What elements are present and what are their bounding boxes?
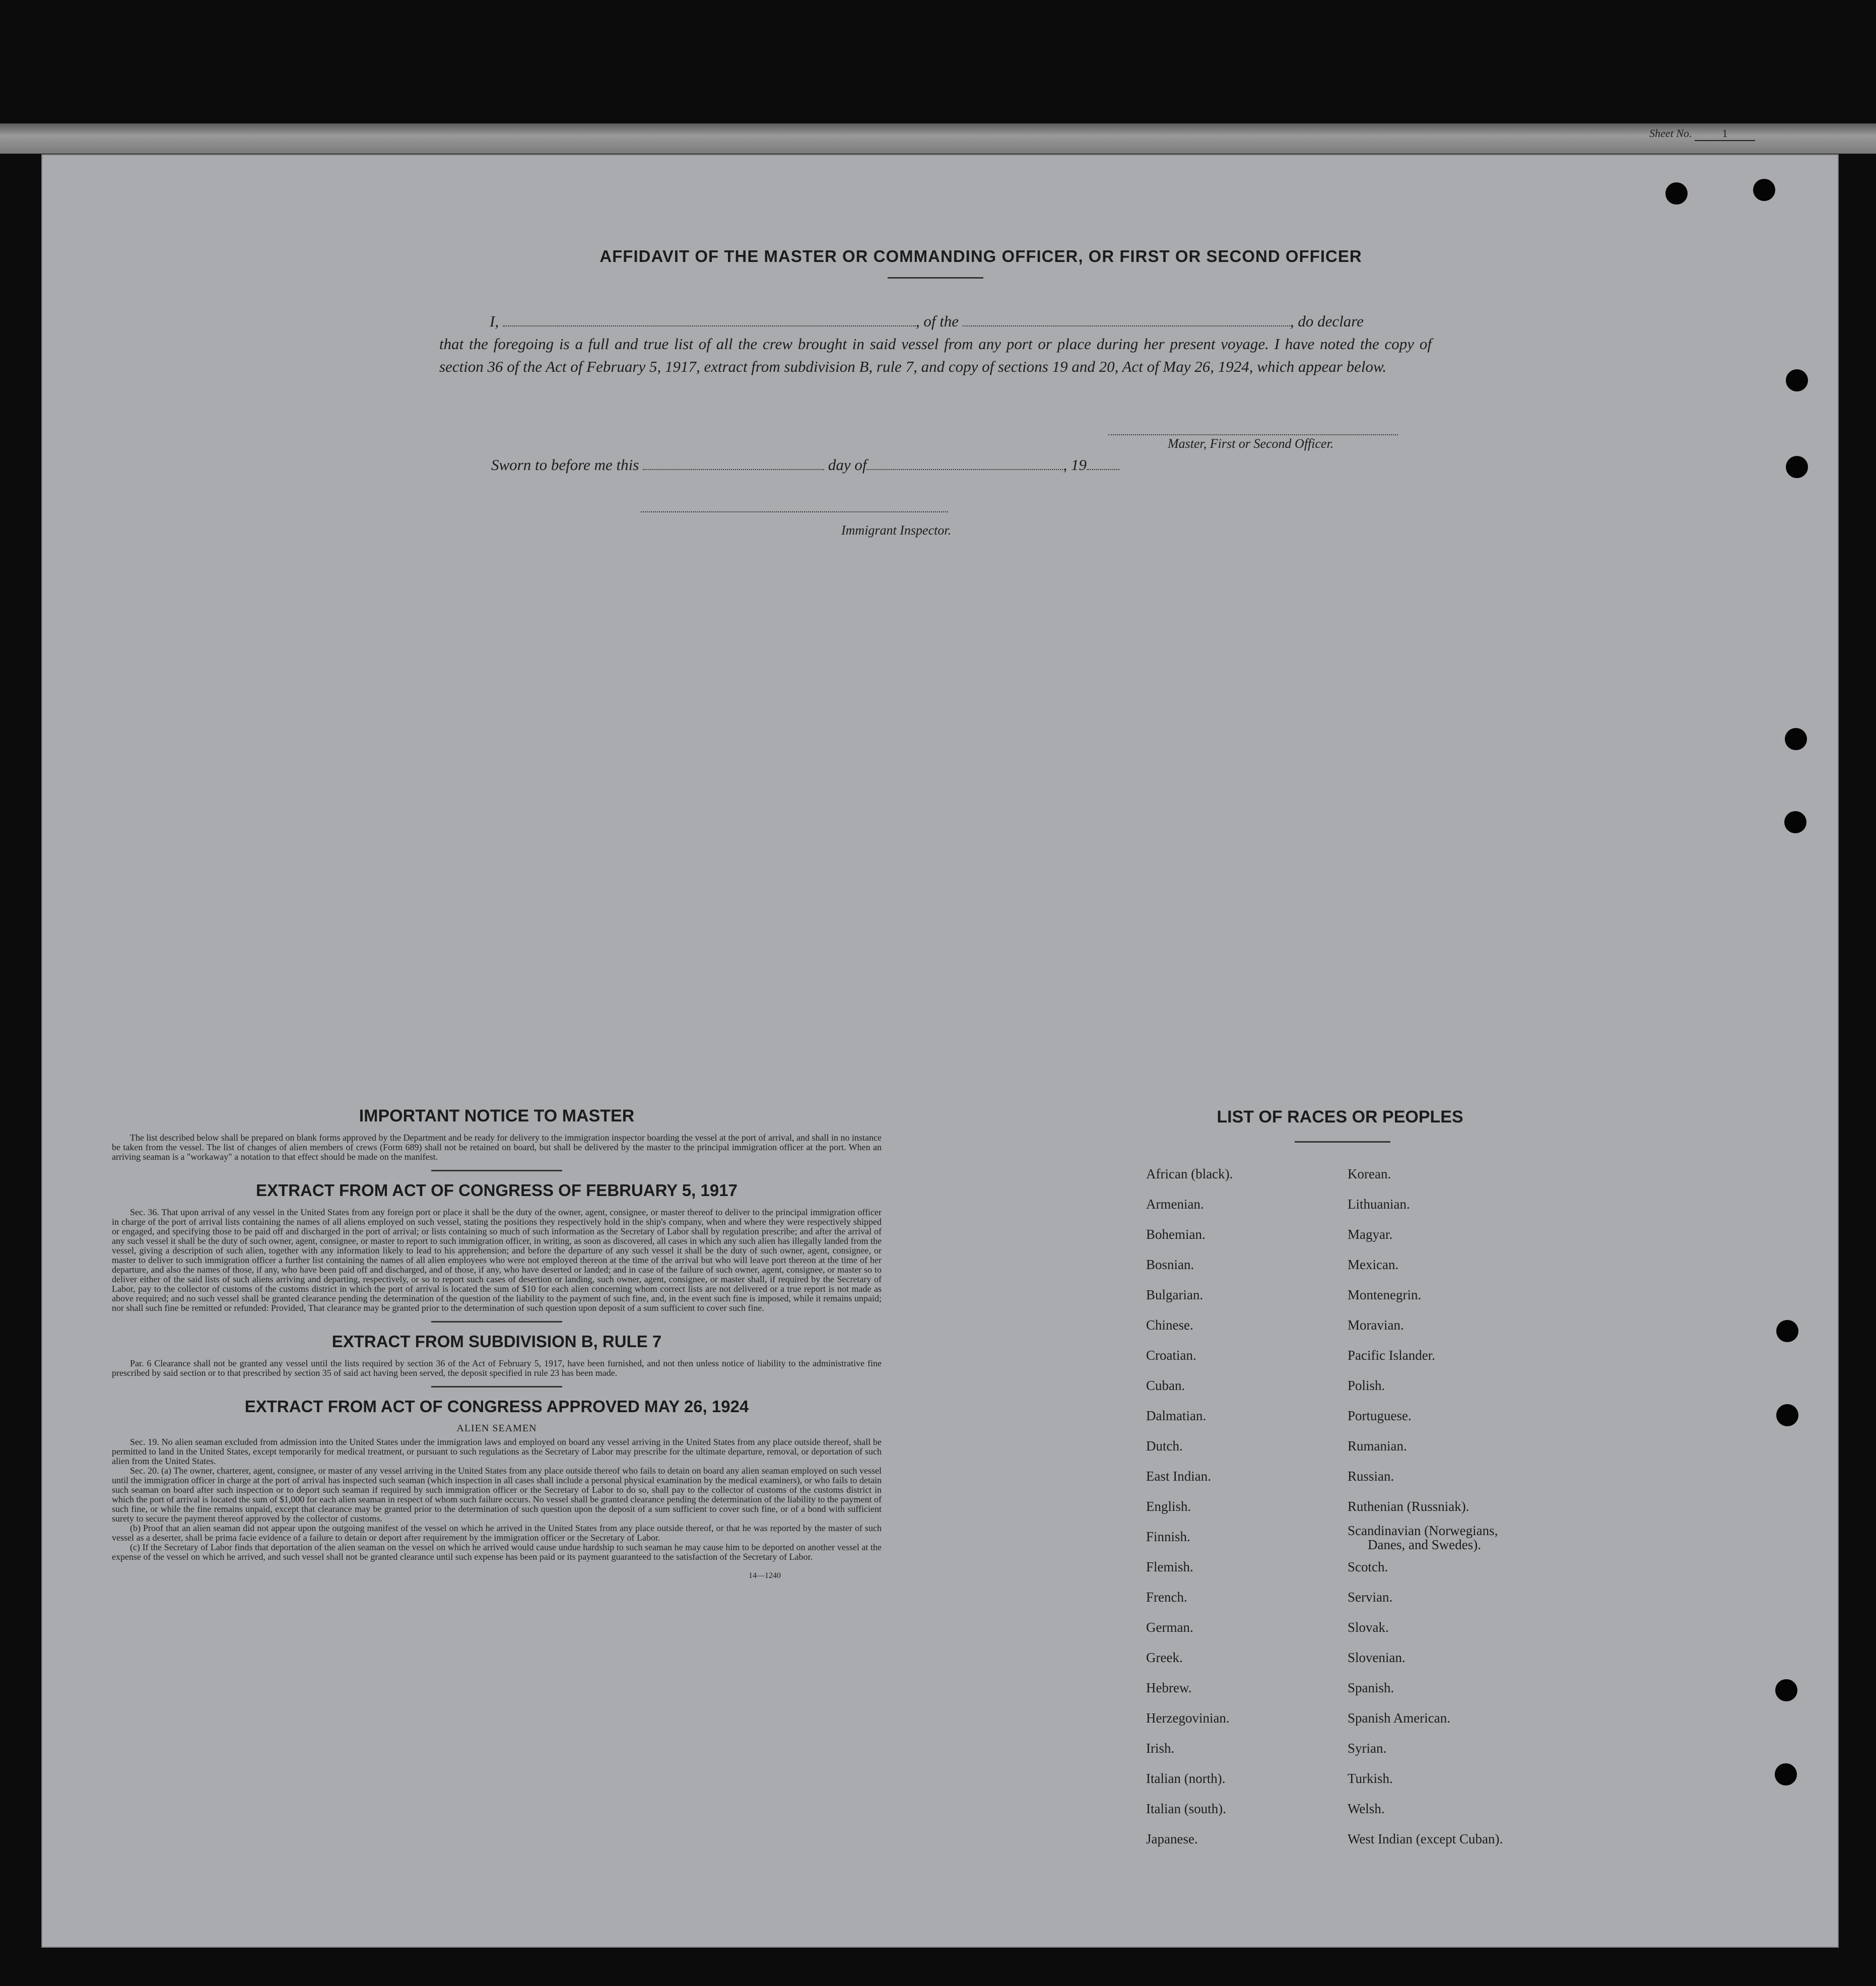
section-20c-text: (c) If the Secretary of Labor finds that deportation of the alien seaman on the vessel on which he arrived would cause undue hardship to such seaman he may cause him to be deported on another vessel at the expense of the vessel on which he arrived, and such vessel shall not be granted clearance until such expense has been paid or its payment guaranteed to the satisfaction of the Secretary of Labor.	[112, 1542, 882, 1562]
race-item: Rumanian.	[1348, 1438, 1407, 1453]
race-item: Italian (south).	[1146, 1801, 1226, 1816]
notice-text: The list described below shall be prepared on blank forms approved by the Department and be ready for delivery to the immigration inspector boarding the vessel at the port of arrival, and shall in no instance be taken from the vessel. The list of changes of alien members of crews (Form 689) shall not be retained on board, but shall be delivered by the master to the principal immigration officer at the port. When an arriving seaman is a "workaway" a notation to that effect should be made on the manifest.	[112, 1133, 882, 1162]
section-divider	[431, 1321, 562, 1322]
affidavit-statement: that the foregoing is a full and true list of all the crew brought in said vessel from any port or place during her present voyage. I have noted the copy of section 36 of the Act of February 5, 1917, extract from subdivision B, rule 7, and copy of sections 19 and 20, Act of May 26, 1924, which appear below.	[439, 335, 1432, 375]
race-item: German.	[1146, 1620, 1193, 1635]
sworn-month-blank[interactable]	[866, 458, 1063, 470]
section-19-text: Sec. 19. No alien seaman excluded from admission into the United States under the immigration laws and employed on board any vessel arriving in the United States from any place outside thereof, shall be permitted to land in the United States, except temporarily for medical treatment, or pursuant to such regulations as the Secretary of Labor may prescribe for the ultimate departure, removal, or deportation of such alien from the United States.	[112, 1437, 882, 1466]
affidavit-declare-label: , do declare	[1290, 312, 1364, 330]
race-item: Servian.	[1348, 1590, 1393, 1605]
affidavit-body	[439, 310, 1432, 378]
sheet-number-label: Sheet No.	[1649, 127, 1692, 140]
race-item: Mexican.	[1348, 1257, 1399, 1272]
race-item: Bohemian.	[1146, 1227, 1205, 1242]
affidavit-declaration-line	[439, 310, 1432, 333]
sheet-number	[1649, 127, 1755, 141]
master-signature-caption: Master, First or Second Officer.	[1168, 436, 1334, 451]
affidavit-title-rule	[888, 277, 983, 279]
punch-hole	[1786, 456, 1808, 478]
race-item: Dutch.	[1146, 1438, 1183, 1453]
punch-hole	[1775, 1763, 1797, 1785]
punch-hole	[1785, 728, 1807, 750]
affidavit-i-label: I,	[490, 312, 499, 330]
punch-hole	[1776, 1320, 1798, 1342]
form-page	[41, 154, 1839, 1948]
races-right-column	[1348, 1159, 1503, 1854]
races-title-rule	[1295, 1141, 1390, 1143]
race-item: Scotch.	[1348, 1559, 1388, 1574]
race-item	[1348, 1521, 1503, 1552]
affidavit-title: AFFIDAVIT OF THE MASTER OR COMMANDING OFFICER, OR FIRST OR SECOND OFFICER	[599, 247, 1362, 266]
race-item: Syrian.	[1348, 1741, 1387, 1756]
vessel-blank[interactable]	[963, 314, 1290, 326]
race-item: Slovenian.	[1348, 1650, 1405, 1665]
race-item: Korean.	[1348, 1166, 1391, 1181]
race-item: Spanish American.	[1348, 1710, 1450, 1726]
race-item: Magyar.	[1348, 1227, 1393, 1242]
sworn-day-label: day of	[828, 456, 867, 474]
master-signature-line[interactable]	[1108, 434, 1398, 435]
race-item-line: Scandinavian (Norwegians,	[1348, 1523, 1498, 1538]
race-item: Armenian.	[1146, 1197, 1204, 1212]
section-20a-text: Sec. 20. (a) The owner, charterer, agent, consignee, or master of any vessel arriving in the United States from any place outside thereof who fails to detain on board any alien seaman employed on such vessel until the immigration officer in charge at the port of arrival has inspected such seaman (which inspection in all cases shall include a personal physical examination by the medical examiners), or who fails to detain such seaman on board after such inspection or to deport such seaman if required by such immigration officer or the Secretary of Labor to do so, shall pay to the collector of customs of the customs district in which the port of arrival is located the sum of $1,000 for each alien seaman in respect of whom such failure occurs. No vessel shall be granted clearance pending the determination of the liability to the payment of such fine, or while the fine remains unpaid, except that clearance may be granted prior to the determination of such question upon the deposit of a sum sufficient to cover such fine, or of a bond with sufficient surety to secure the payment thereof approved by the collector of customs.	[112, 1466, 882, 1524]
extract-1917-text: Sec. 36. That upon arrival of any vessel in the United States from any foreign port or place it shall be the duty of the owner, agent, consignee, or master thereof to deliver to the principal immigration officer in charge of the port of arrival lists containing the names of all aliens employed on such vessel, stating the positions they respectively hold in the ship's company, when and where they were respectively shipped or engaged, and specifying those to be paid off and discharged in the port of arrival; or lists containing so much of such information as the Secretary of Labor shall by regulation prescribe; and after the arrival of any such vessel it shall be the duty of such owner, agent, consignee, or master to report to such immigration officer, in writing, as soon as discovered, all cases in which any such alien has illegally landed from the vessel, giving a description of such alien, together with any information likely to lead to his apprehension; and before the departure of any such vessel it shall be the duty of such owner, agent, consignee, or master to deliver to such immigration officer a further list containing the names of all alien employees who were not employed thereon at the time of the arrival but who will leave port thereon at the time of her departure, and also the names of those, if any, who have been paid off and discharged, and of those, if any, who have deserted or landed; and in case of the failure of such owner, agent, consignee, or master so to deliver either of the said lists of such aliens arriving and departing, respectively, or so to report such cases of desertion or landing, such owner, agent, consignee, or master shall, if required by the Secretary of Labor, pay to the collector of customs of the customs district in which the port of arrival is located the sum of $10 for each alien concerning whom correct lists are not delivered or a true report is not made as above required; and no such vessel shall be granted clearance pending the determination of the question of the liability to the payment of such fine, and, in the event such fine is imposed, while it remains unpaid; nor shall such fine be remitted or refunded: Provided, That clearance may be granted prior to the determination of such question upon deposit of a sum sufficient to cover such fine.	[112, 1207, 882, 1313]
race-item: Irish.	[1146, 1741, 1175, 1756]
inspector-signature-caption: Immigrant Inspector.	[841, 523, 952, 538]
race-item: Croatian.	[1146, 1348, 1196, 1363]
race-item: Pacific Islander.	[1348, 1348, 1435, 1363]
race-item: Ruthenian (Russniak).	[1348, 1499, 1469, 1514]
section-divider	[431, 1386, 562, 1387]
section-20b-text: (b) Proof that an alien seaman did not appear upon the outgoing manifest of the vessel on which he arrived in the United States from any place outside thereof, or that he was reported by the master of such vessel as a deserter, shall be prima facie evidence of a failure to detain or deport after requirement by the immigration officer or the Secretary of Labor.	[112, 1523, 882, 1543]
race-item: Polish.	[1348, 1378, 1385, 1393]
extract-rule7-title: EXTRACT FROM SUBDIVISION B, RULE 7	[331, 1332, 662, 1351]
punch-hole	[1784, 811, 1806, 833]
race-item: Hebrew.	[1146, 1680, 1192, 1695]
form-number: 14—1240	[749, 1571, 781, 1580]
race-item: African (black).	[1146, 1166, 1233, 1181]
inspector-signature-line[interactable]	[641, 511, 948, 512]
sworn-line	[491, 456, 1119, 474]
punch-hole	[1753, 179, 1775, 201]
punch-hole	[1665, 182, 1688, 205]
top-binding-strip	[0, 123, 1876, 154]
race-item: Russian.	[1348, 1469, 1394, 1484]
sworn-year-label: , 19	[1063, 456, 1087, 474]
punch-hole	[1775, 1679, 1797, 1701]
race-item: Italian (north).	[1146, 1771, 1226, 1786]
race-item: Chinese.	[1146, 1317, 1193, 1333]
sheet-number-value: 1	[1695, 127, 1755, 141]
notices-column	[112, 1106, 882, 1580]
race-item: Moravian.	[1348, 1317, 1404, 1333]
race-item: Herzegovinian.	[1146, 1710, 1230, 1726]
race-item: Lithuanian.	[1348, 1197, 1410, 1212]
race-item: English.	[1146, 1499, 1191, 1514]
race-item: Slovak.	[1348, 1620, 1389, 1635]
section-divider	[431, 1170, 562, 1171]
race-item: Turkish.	[1348, 1771, 1393, 1786]
sworn-day-blank[interactable]	[643, 458, 824, 470]
alien-seamen-caption: ALIEN SEAMEN	[456, 1423, 537, 1434]
race-item: East Indian.	[1146, 1469, 1211, 1484]
race-item: Cuban.	[1146, 1378, 1185, 1393]
race-item: Dalmatian.	[1146, 1408, 1207, 1423]
race-item: Flemish.	[1146, 1559, 1193, 1574]
sworn-year-blank[interactable]	[1087, 458, 1119, 470]
extract-1917-title: EXTRACT FROM ACT OF CONGRESS OF FEBRUARY 5, 1917	[256, 1181, 738, 1200]
name-blank[interactable]	[503, 314, 916, 326]
race-item: Portuguese.	[1348, 1408, 1412, 1423]
race-item: Japanese.	[1146, 1831, 1198, 1846]
sworn-prefix: Sworn to before me this	[491, 456, 639, 474]
extract-rule7-text: Par. 6 Clearance shall not be granted any vessel until the lists required by section 36 of the Act of February 5, 1917, have been furnished, and not then unless notice of liability to the administrative fine prescribed by said section or to that prescribed by section 35 of said act having been served, the deposit specified in rule 23 has been made.	[112, 1358, 882, 1378]
race-item: Bulgarian.	[1146, 1287, 1203, 1302]
race-item: Welsh.	[1348, 1801, 1385, 1816]
race-item: Finnish.	[1146, 1529, 1190, 1544]
affidavit-of-the-label: , of the	[915, 312, 959, 330]
race-item: Montenegrin.	[1348, 1287, 1422, 1302]
races-list-title: LIST OF RACES OR PEOPLES	[1217, 1107, 1463, 1127]
race-item: West Indian (except Cuban).	[1348, 1831, 1503, 1846]
race-item: French.	[1146, 1590, 1187, 1605]
punch-hole	[1776, 1404, 1798, 1426]
race-item: Greek.	[1146, 1650, 1183, 1665]
race-item: Bosnian.	[1146, 1257, 1194, 1272]
race-item-line: Danes, and Swedes).	[1368, 1537, 1481, 1552]
punch-hole	[1786, 369, 1808, 391]
races-left-column	[1146, 1159, 1233, 1854]
race-item: Spanish.	[1348, 1680, 1394, 1695]
notice-title: IMPORTANT NOTICE TO MASTER	[359, 1106, 635, 1126]
extract-1924-title: EXTRACT FROM ACT OF CONGRESS APPROVED MAY 26, 1924	[244, 1397, 749, 1416]
